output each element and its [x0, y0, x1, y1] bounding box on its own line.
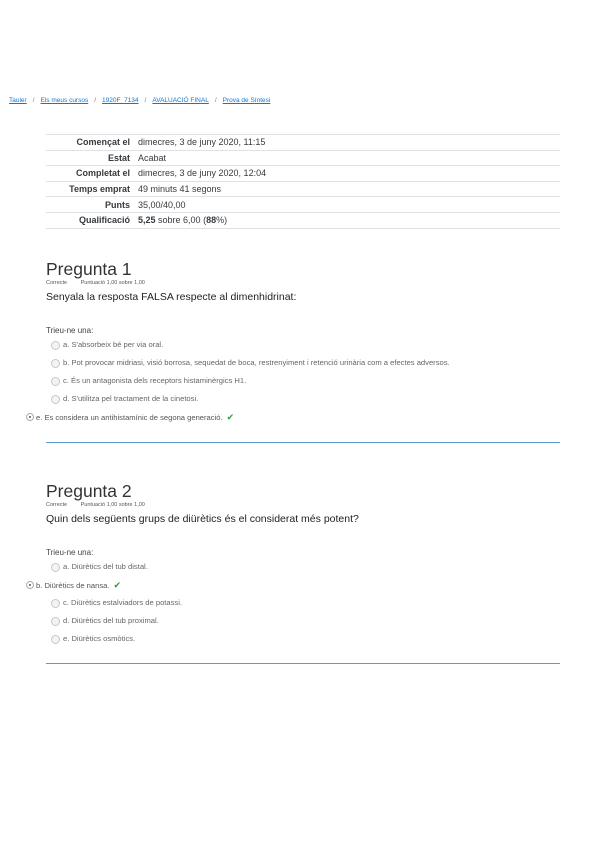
- summary-label: Estat: [46, 150, 138, 166]
- radio-button[interactable]: [51, 617, 60, 626]
- question-divider: [46, 663, 560, 664]
- summary-label: Completat el: [46, 166, 138, 182]
- answer-label: e. Diürètics osmòtics.: [63, 634, 136, 643]
- radio-button-checked[interactable]: [26, 413, 34, 421]
- summary-value: 49 minuts 41 segons: [138, 181, 560, 197]
- answer-label: c. Diürètics estalviadors de potassi.: [63, 598, 183, 607]
- summary-value: dimecres, 3 de juny 2020, 11:15: [138, 135, 560, 151]
- breadcrumb-separator: /: [94, 97, 97, 104]
- answer-label: d. S'utilitza pel tractament de la cinetosi.: [63, 394, 199, 403]
- radio-button[interactable]: [51, 341, 60, 350]
- answer-option-selected[interactable]: [34, 579, 560, 597]
- summary-value: dimecres, 3 de juny 2020, 12:04: [138, 166, 560, 182]
- answer-label: a. S'absorbeix bé per via oral.: [63, 340, 164, 349]
- answer-list: [36, 561, 560, 651]
- answer-label: e. Es considera un antihistamínic de segona generació.: [36, 413, 223, 422]
- question-text: Senyala la resposta FALSA respecte al dimenhidrinat:: [46, 291, 297, 303]
- question-prompt: Trieu-ne una:: [46, 548, 94, 557]
- question-meta: [46, 502, 560, 510]
- summary-value: Acabat: [138, 150, 560, 166]
- question-meta: [46, 280, 560, 288]
- answer-option[interactable]: [46, 339, 560, 357]
- breadcrumb-section[interactable]: AVALUACIÓ FINAL: [152, 97, 209, 104]
- summary-label: Començat el: [46, 135, 138, 151]
- breadcrumb-tauler[interactable]: Tauler: [9, 97, 27, 104]
- summary-label: Qualificació: [46, 212, 138, 228]
- summary-row-points: [46, 197, 560, 213]
- radio-button[interactable]: [51, 599, 60, 608]
- summary-row-completed: [46, 166, 560, 182]
- summary-label: Temps emprat: [46, 181, 138, 197]
- question-title: Pregunta 2: [46, 481, 132, 501]
- radio-button[interactable]: [51, 563, 60, 572]
- radio-button[interactable]: [51, 359, 60, 368]
- summary-row-time: [46, 181, 560, 197]
- answer-option[interactable]: [46, 375, 560, 393]
- question-status: Correcte: [46, 502, 68, 508]
- radio-button-checked[interactable]: [26, 581, 34, 589]
- summary-value: 35,00/40,00: [138, 197, 560, 213]
- radio-button[interactable]: [51, 395, 60, 404]
- answer-list: [36, 339, 560, 429]
- question-1: [36, 259, 560, 429]
- grade-value: [138, 212, 560, 228]
- answer-label: c. És un antagonista dels receptors histaminèrgics H1.: [63, 376, 247, 385]
- breadcrumb-separator: /: [32, 97, 35, 104]
- grade-middle: sobre 6,00 (: [155, 215, 207, 226]
- question-points: Puntuació 1,00 sobre 1,00: [80, 502, 145, 508]
- check-icon: ✔: [113, 580, 121, 590]
- summary-row-started: [46, 135, 560, 151]
- answer-option[interactable]: [46, 357, 560, 375]
- question-status: Correcte: [46, 280, 68, 286]
- question-points: Puntuació 1,00 sobre 1,00: [80, 280, 145, 286]
- summary-row-state: [46, 150, 560, 166]
- answer-option[interactable]: [46, 597, 560, 615]
- question-title: Pregunta 1: [46, 259, 132, 279]
- answer-option[interactable]: [46, 633, 560, 651]
- breadcrumb-els-meus-cursos[interactable]: Els meus cursos: [40, 97, 89, 104]
- check-icon: ✔: [226, 412, 235, 422]
- grade-end: %): [216, 215, 228, 226]
- answer-option-selected[interactable]: [34, 411, 560, 429]
- attempt-summary-table: [46, 134, 560, 229]
- answer-label: d. Diürètics del tub proximal.: [63, 616, 159, 625]
- breadcrumb-separator: /: [144, 97, 147, 104]
- breadcrumb-course[interactable]: 1920F_7134: [102, 97, 139, 104]
- question-divider: [46, 442, 560, 443]
- answer-option[interactable]: [46, 393, 560, 411]
- radio-button[interactable]: [51, 635, 60, 644]
- question-prompt: Trieu-ne una:: [46, 326, 94, 335]
- question-text: Quin dels següents grups de diürètics és el considerat més potent?: [46, 513, 359, 525]
- grade-percent: 88: [206, 215, 217, 226]
- answer-label: b. Diürètics de nansa.: [36, 581, 110, 590]
- breadcrumb-separator: /: [214, 97, 217, 104]
- answer-label: b. Pot provocar midriasi, visió borrosa, sequedat de boca, restrenyiment i retenció urinària com a efectes adversos.: [63, 358, 450, 367]
- breadcrumb: [9, 97, 270, 104]
- radio-button[interactable]: [51, 377, 60, 386]
- answer-option[interactable]: [46, 561, 560, 579]
- grade-score: 5,25: [138, 215, 156, 226]
- summary-row-grade: [46, 212, 560, 228]
- question-2: [36, 481, 560, 651]
- answer-option[interactable]: [46, 615, 560, 633]
- summary-label: Punts: [46, 197, 138, 213]
- answer-label: a. Diürètics del tub distal.: [63, 562, 148, 571]
- breadcrumb-quiz[interactable]: Prova de Síntesi: [222, 97, 271, 104]
